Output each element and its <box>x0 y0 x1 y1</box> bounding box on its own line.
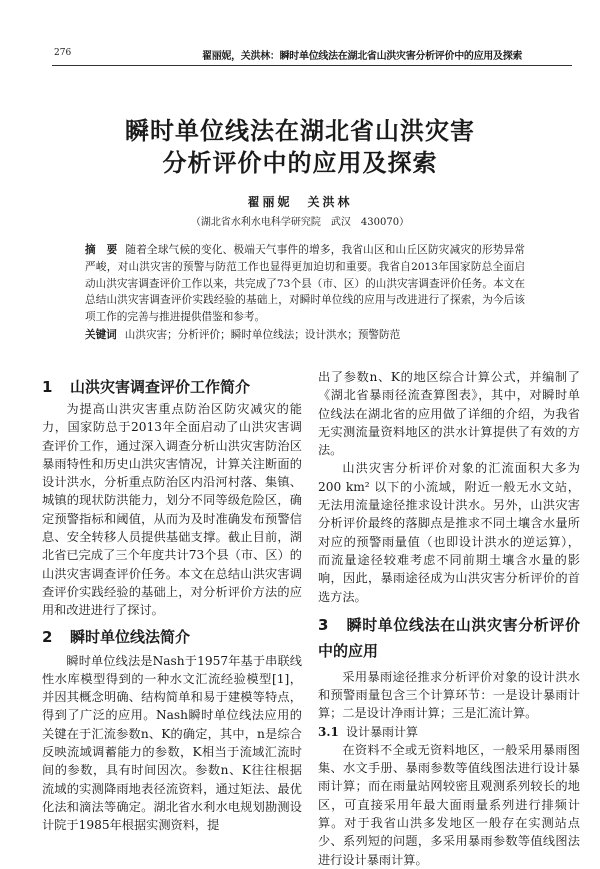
left-column <box>42 374 302 835</box>
section-2-paragraph-cont: 出了参数n、K的地区综合计算公式，并编制了《湖北省暴雨径流查算图表》，其中，对瞬时单位线法在湖北省的应用做了详细的介绍，为我省无实测流量资料地区的洪水计算提供了有效的方法。 <box>318 370 580 458</box>
abstract-label: 摘 要 <box>85 244 118 256</box>
keywords-text: 山洪灾害；分析评价；瞬时单位线法；设计洪水；预警防范 <box>124 329 401 341</box>
running-header <box>52 45 572 66</box>
section-title: 瞬时单位线法简介 <box>70 627 191 646</box>
section-2-paragraph: 瞬时单位线法是Nash于1957年基于串联线性水库模型得到的一种水文汇流经验模型[1]，并因其概念明确、结构简单和易于建模等特点，得到了广泛的应用。Nash瞬时单位线法应用的关键在于汇流参数n、K的确定，其中，n是综合反映流域调蓄能力的参数，K相当于流域汇流时间的参数，具有时间因次。参数n、K往往根据流域的实测降雨地表径流资料，通过矩法、最优化法和滴法等确定。湖北省水利水电规划勘测设计院于1985年根据实测资料，提 <box>42 653 302 833</box>
paper-title <box>0 115 600 179</box>
right-column <box>318 368 580 869</box>
section-3-heading <box>318 612 580 664</box>
section-2-paragraph-3: 山洪灾害分析评价对象的汇流面积大多为200 km² 以下的小流域，附近一般无水文站，无法用流量途径推求设计洪水。另外，山洪灾害分析评价最终的落脚点是推求不同土壤含水量所对应的预警雨量值（也即设计洪水的逆运算），而流量途径较难考虑不同前期土壤含水量的影响，因此，暴雨途径成为山洪灾害分析评价的首选方法。 <box>318 461 580 604</box>
section-1-paragraph: 为提高山洪灾害重点防治区防灾减灾的能力，国家防总于2013年全面启动了山洪灾害调查评价工作，通过深入调查分析山洪灾害防治区暴雨特性和历史山洪灾害情况，计算关注断面的设计洪水，分析重点防治区内沿河村落、集镇、城镇的现状防洪能力，划分不同等级危险区，确定预警指标和阈值，从而为及时准确发布预警信息、安全转移人员提供基础支撑。截止目前，湖北省已完成了三个年度共计73个县（市、区）的山洪灾害调查评价任务。本文在总结山洪灾害调查评价实践经验的基础上，对分析评价方法的应用和改进进行了探讨。 <box>42 402 302 618</box>
keywords <box>85 327 525 342</box>
title-line-2: 分析评价中的应用及探索 <box>162 149 438 177</box>
section-3-paragraph: 采用暴雨途径推求分析评价对象的设计洪水和预警雨量包含三个计算环节：一是设计暴雨计算；二是设计净雨计算；三是汇流计算。 <box>318 669 580 721</box>
running-title: 翟丽妮，关洪林：瞬时单位线法在湖北省山洪灾害分析评价中的应用及探索 <box>202 51 523 62</box>
abstract <box>85 242 525 326</box>
section-number: 2 <box>42 627 53 646</box>
section-number: 1 <box>42 378 53 396</box>
authors: 翟丽妮 关洪林 <box>247 195 353 209</box>
section-2-heading <box>42 624 302 650</box>
section-title: 瞬时单位线法在山洪灾害分析评价中的应用 <box>318 615 580 660</box>
section-1-heading <box>42 374 302 400</box>
abstract-text: 随着全球气候的变化、极端天气事件的增多，我省山区和山丘区防灾减灾的形势异常严峻，对山洪灾害的预警与防范工作也显得更加迫切和重要。我省自2013年国家防总全面启动山洪灾害调查评价工作以来，共完成了73个县（市、区）的山洪灾害调查评价任务。本文在总结山洪灾害调查评价实践经验的基础上，对瞬时单位线的应用与改进进行了探索，为今后该项工作的完善与推进提供借鉴和参考。 <box>85 244 526 324</box>
title-line-1: 瞬时单位线法在湖北省山洪灾害 <box>125 117 475 145</box>
affiliation: （湖北省水利水电科学研究院 武汉 430070） <box>190 217 410 228</box>
subsection-3-1-paragraph: 在资料不全或无资料地区，一般采用暴雨图集、水文手册、暴雨参数等值线图法进行设计暴雨计算；而在雨量站网较密且观测系列较长的地区，可直接采用年最大面雨量系列进行排频计算。对于我省山洪多发地区一般存在实测站点少、系列短的问题，多采用暴雨参数等值线图法进行设计暴雨计算。 <box>318 742 580 867</box>
keywords-label: 关键词 <box>85 329 117 341</box>
section-title: 山洪灾害调查评价工作简介 <box>70 378 251 396</box>
page-number: 276 <box>54 48 72 58</box>
subsection-3-1-heading <box>318 723 580 741</box>
subsection-title: 设计暴雨计算 <box>346 724 419 739</box>
section-number: 3 <box>318 615 329 634</box>
subsection-number: 3.1 <box>318 724 339 739</box>
